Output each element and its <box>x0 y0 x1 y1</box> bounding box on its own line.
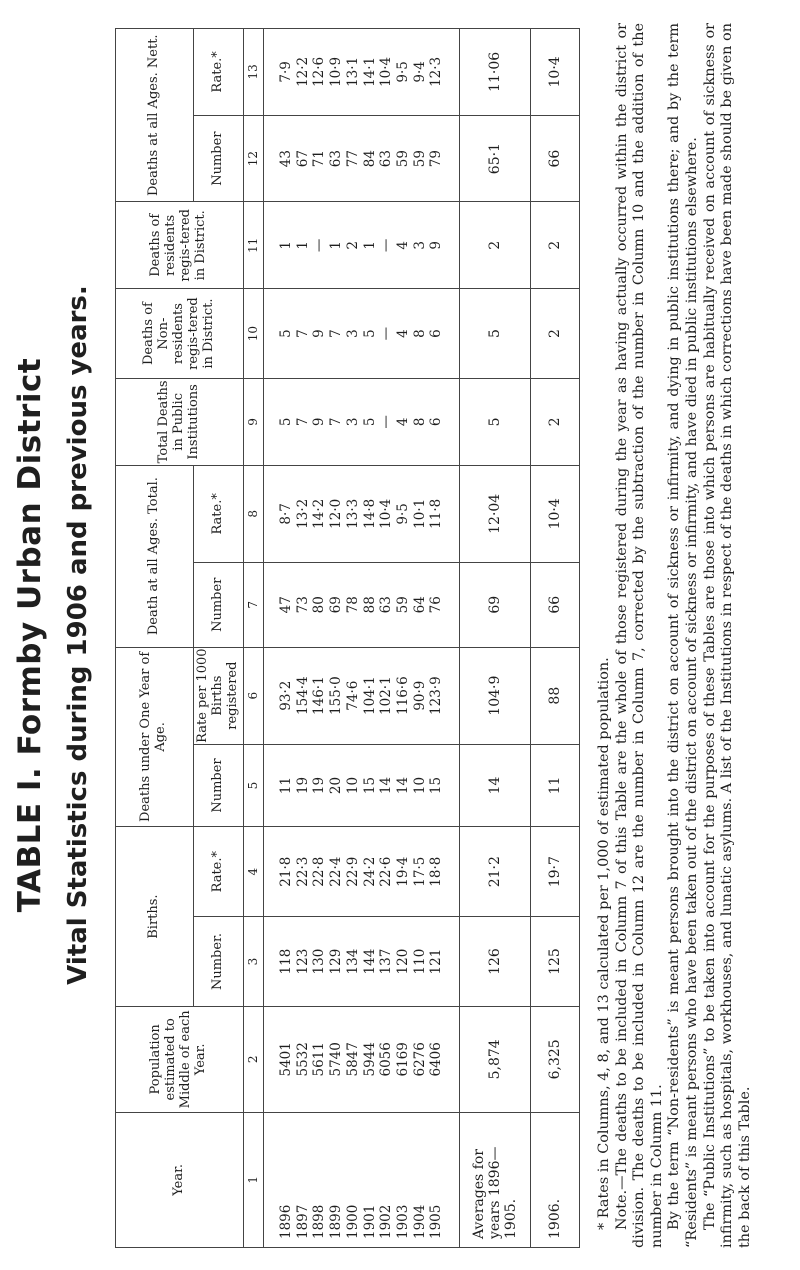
table-cell: 14·2 <box>311 498 328 529</box>
avg-infant-number: 14 <box>459 744 530 826</box>
table-cell: 18·8 <box>428 856 445 887</box>
table-cell: 14·1 <box>361 56 378 87</box>
avg-all-number: 69 <box>459 562 530 647</box>
table-cell: — <box>311 238 328 253</box>
table-cell: 9 <box>311 329 328 338</box>
table-cell: 76 <box>428 596 445 614</box>
table-cell: 1905 <box>428 1204 445 1239</box>
table-cell: 5 <box>278 417 295 427</box>
last-all-number: 66 <box>530 562 579 647</box>
table-cell: 137 <box>378 948 395 975</box>
table-cell: 12·6 <box>311 56 328 87</box>
column-number: 1 <box>243 1112 264 1247</box>
avg-all-rate: 12·04 <box>459 465 530 562</box>
table-cell: 69 <box>328 596 345 614</box>
table-cell: 63 <box>378 150 395 168</box>
table-cell: 123·9 <box>428 676 445 715</box>
table-cell: 74·6 <box>344 680 361 711</box>
table-cell: 73 <box>294 596 311 614</box>
table-cell: 5 <box>361 329 378 338</box>
table-cell: 116·6 <box>394 676 411 715</box>
table-cell: 121 <box>428 948 445 975</box>
table-cell: 1899 <box>328 1204 345 1239</box>
footnote-rates: * Rates in Columns, 4, 8, and 13 calculated per 1,000 of estimated population. <box>596 657 612 1230</box>
table-cell: 155·0 <box>328 676 345 715</box>
table-cell: 19 <box>311 776 328 795</box>
table-cell: 4 <box>394 417 411 427</box>
births-number-column <box>278 917 445 1006</box>
column-number-row <box>243 29 264 1248</box>
column-number: 8 <box>243 465 264 562</box>
table-cell: 1 <box>361 241 378 250</box>
table-cell: 120 <box>394 948 411 975</box>
year-column <box>278 1113 445 1239</box>
population-column <box>278 1007 445 1112</box>
table-cell: 5532 <box>294 1042 311 1077</box>
last-non-residents: 2 <box>530 289 579 379</box>
table-cell: 102·1 <box>378 676 395 715</box>
table-cell: 3 <box>344 329 361 338</box>
table-cell: 1904 <box>411 1204 428 1239</box>
table-cell: 11·8 <box>428 498 445 529</box>
table-cell: 15 <box>428 776 445 795</box>
last-residents: 2 <box>530 202 579 289</box>
table-cell: 80 <box>311 596 328 614</box>
table-cell: 10·9 <box>328 56 345 87</box>
table-cell: 1897 <box>294 1204 311 1239</box>
avg-births-rate: 21·2 <box>459 827 530 917</box>
table-cell: 59 <box>394 150 411 168</box>
table-cell: 123 <box>294 948 311 975</box>
header-population: Population estimated to Middle of each Year. <box>116 1006 244 1112</box>
table-cell: 20 <box>328 776 345 795</box>
table-cell: — <box>378 415 395 429</box>
table-cell: 9 <box>428 241 445 250</box>
table-cell: 93·2 <box>278 680 295 711</box>
table-cell: 1 <box>278 241 295 250</box>
table-cell: 118 <box>278 948 295 975</box>
table-cell: 6056 <box>378 1042 395 1077</box>
table-cell: 5740 <box>328 1042 345 1077</box>
table-cell: 1901 <box>361 1204 378 1239</box>
table-cell: 88 <box>361 596 378 614</box>
table-cell: — <box>378 326 395 341</box>
last-nett-number: 66 <box>530 115 579 202</box>
column-number: 7 <box>243 562 264 647</box>
year-1906-row <box>530 29 579 1248</box>
avg-nett-number: 65·1 <box>459 115 530 202</box>
table-cell: 14 <box>378 776 395 795</box>
header-births-rate: Rate.* <box>193 827 243 917</box>
avg-births-number: 126 <box>459 917 530 1007</box>
table-cell: 1896 <box>278 1204 295 1239</box>
header-year: Year. <box>116 1112 244 1247</box>
table-cell: 90·9 <box>411 680 428 711</box>
table-cell: 104·1 <box>361 676 378 715</box>
table-cell: 1898 <box>311 1204 328 1239</box>
table-cell: 6406 <box>428 1042 445 1077</box>
avg-infant-rate: 104·9 <box>459 647 530 744</box>
infant-rate-column <box>278 648 445 744</box>
births-rate-column <box>278 827 445 916</box>
table-cell: 64 <box>411 596 428 614</box>
table-cell: 24·2 <box>361 856 378 887</box>
header-infant-rate: Rate per 1000 Births registered <box>193 647 243 744</box>
table-cell: 19 <box>294 776 311 795</box>
table-cell: 9·5 <box>394 503 411 525</box>
table-cell: 146·1 <box>311 676 328 715</box>
table-cell: 63 <box>328 150 345 168</box>
table-cell: 7 <box>294 329 311 338</box>
table-cell: 14·8 <box>361 498 378 529</box>
table-cell: 10·4 <box>378 56 395 87</box>
header-non-residents: Deaths of Non-residents regis-tered in District. <box>116 289 244 379</box>
last-population: 6,325 <box>530 1006 579 1112</box>
table-cell: 79 <box>428 150 445 168</box>
table-cell: 12·2 <box>294 56 311 87</box>
table-cell: 19·4 <box>394 856 411 887</box>
infant-number-column <box>278 745 445 826</box>
table-cell: 1902 <box>378 1204 395 1239</box>
header-nett-number: Number <box>193 115 243 202</box>
table-cell: 5401 <box>278 1042 295 1077</box>
table-cell: 1903 <box>394 1204 411 1239</box>
avg-non-residents: 5 <box>459 289 530 379</box>
table-cell: 8 <box>411 417 428 427</box>
nett-rate-column <box>278 29 445 115</box>
table-cell: 14 <box>394 776 411 795</box>
table-cell: 12·0 <box>328 498 345 529</box>
last-year: 1906. <box>530 1112 579 1247</box>
table-cell: 7 <box>328 329 345 338</box>
header-all-number: Number <box>193 562 243 647</box>
column-number: 9 <box>243 379 264 466</box>
non-residents-column <box>278 289 445 378</box>
table-cell: 6276 <box>411 1042 428 1077</box>
last-infant-rate: 88 <box>530 647 579 744</box>
column-number: 13 <box>243 29 264 116</box>
footnote-institutions: The “Public Institutions” to be taken into account for the purposes of these Tables are those into which persons are habitually received on account of sickness or infirmity, such as hospitals, workhouses, and lunatic asylums. A list of the Institutions in respect of the deaths in which corrections have been made should be given on the back of this Table. <box>701 23 753 1248</box>
table-cell: 3 <box>411 241 428 250</box>
table-cell: 1 <box>294 241 311 250</box>
table-cell: 5 <box>278 329 295 338</box>
table-cell: 1900 <box>344 1204 361 1239</box>
table-cell: 47 <box>278 596 295 614</box>
table-cell: 10·4 <box>378 498 395 529</box>
header-all-deaths-total: Death at all Ages. Total. <box>116 465 194 647</box>
table-cell: 77 <box>344 150 361 168</box>
header-infant-number: Number <box>193 744 243 826</box>
header-all-deaths-nett: Deaths at all Ages. Nett. <box>116 29 194 202</box>
footnotes <box>596 23 754 1248</box>
table-cell: 2 <box>344 241 361 250</box>
table-cell: 7 <box>294 417 311 427</box>
table-cell: 6 <box>428 417 445 427</box>
averages-label: Averages for years 1896—1905. <box>459 1112 530 1247</box>
table-cell: 59 <box>411 150 428 168</box>
table-cell: 21·8 <box>278 856 295 887</box>
table-cell: 5 <box>361 417 378 427</box>
column-number: 5 <box>243 744 264 826</box>
table-cell: 78 <box>344 596 361 614</box>
column-number: 4 <box>243 827 264 917</box>
table-cell: 17·5 <box>411 856 428 887</box>
last-nett-rate: 10·4 <box>530 29 579 116</box>
table-cell: 6169 <box>394 1042 411 1077</box>
table-cell: 154·4 <box>294 676 311 715</box>
avg-population: 5,874 <box>459 1006 530 1112</box>
footnote-residents: By the term “Non-residents” is meant persons brought into the district on account of sickness or infirmity, and dying in public institutions there; and by the term “Residents” is meant persons who have been taken out of the district on account of sickness or infirmity, and have died in public institutions elsewhere. <box>666 23 700 1248</box>
table-cell: 6 <box>428 329 445 338</box>
header-infant-deaths: Deaths under One Year of Age. <box>116 647 194 827</box>
table-cell: 22·6 <box>378 856 395 887</box>
page-subtitle: Vital Statistics during 1906 and previous years. <box>63 285 93 985</box>
last-infant-number: 11 <box>530 744 579 826</box>
last-births-rate: 19·7 <box>530 827 579 917</box>
avg-public: 5 <box>459 379 530 466</box>
table-cell: 9 <box>311 417 328 427</box>
column-number: 11 <box>243 202 264 289</box>
table-cell: 130 <box>311 948 328 975</box>
header-nett-rate: Rate.* <box>193 29 243 116</box>
vital-statistics-table <box>115 28 580 1248</box>
table-cell: 8·7 <box>278 503 295 525</box>
page-title: TABLE I. Formby Urban District <box>12 357 48 913</box>
header-births-number: Number. <box>193 917 243 1007</box>
table-cell: — <box>378 238 395 253</box>
avg-residents: 2 <box>459 202 530 289</box>
table-cell: 144 <box>361 948 378 975</box>
table-cell: 1 <box>328 241 345 250</box>
table-cell: 4 <box>394 241 411 250</box>
table-cell: 110 <box>411 948 428 975</box>
table-cell: 22·3 <box>294 856 311 887</box>
table-cell: 5944 <box>361 1042 378 1077</box>
table-cell: 15 <box>361 776 378 795</box>
column-number: 6 <box>243 647 264 744</box>
table-cell: 11 <box>278 776 295 795</box>
table-cell: 22·9 <box>344 856 361 887</box>
avg-nett-rate: 11·06 <box>459 29 530 116</box>
table-cell: 5611 <box>311 1042 328 1077</box>
table-cell: 10·1 <box>411 498 428 529</box>
table-cell: 13·2 <box>294 498 311 529</box>
all-deaths-number-column <box>278 563 445 647</box>
table-cell: 22·8 <box>311 856 328 887</box>
footnote-note: Note.—The deaths to be included in Column 7 of this Table are the whole of those registered during the year as having actually occurred within the district or division. The deaths to be included in Column 12 are the number in Column 7, corrected by the subtraction of the number in Column 10 and the addition of the number in Column 11. <box>613 23 665 1248</box>
column-number: 3 <box>243 917 264 1007</box>
table-cell: 7 <box>328 417 345 427</box>
table-cell: 8 <box>411 329 428 338</box>
table-cell: 7·9 <box>278 61 295 83</box>
table-cell: 3 <box>344 417 361 427</box>
last-public: 2 <box>530 379 579 466</box>
residents-column <box>278 202 445 288</box>
yearly-rows <box>264 29 460 1248</box>
table-cell: 43 <box>278 150 295 168</box>
table-cell: 22·4 <box>328 856 345 887</box>
table-cell: 134 <box>344 948 361 975</box>
table-cell: 10 <box>344 776 361 795</box>
table-cell: 71 <box>311 150 328 168</box>
column-number: 2 <box>243 1006 264 1112</box>
table-cell: 67 <box>294 150 311 168</box>
last-all-rate: 10·4 <box>530 465 579 562</box>
header-residents: Deaths of residents regis-tered in District. <box>116 202 244 289</box>
public-institutions-column <box>278 379 445 465</box>
nett-number-column <box>278 116 445 202</box>
table-cell: 9·5 <box>394 61 411 83</box>
table-cell: 129 <box>328 948 345 975</box>
table-cell: 4 <box>394 329 411 338</box>
table-cell: 13·3 <box>344 498 361 529</box>
table-cell: 63 <box>378 596 395 614</box>
column-number: 10 <box>243 289 264 379</box>
last-births-number: 125 <box>530 917 579 1007</box>
column-number: 12 <box>243 115 264 202</box>
table-cell: 12·3 <box>428 56 445 87</box>
header-births: Births. <box>116 827 194 1007</box>
averages-row <box>459 29 530 1248</box>
table-cell: 5847 <box>344 1042 361 1077</box>
table-cell: 59 <box>394 596 411 614</box>
table-cell: 9·4 <box>411 61 428 83</box>
header-public-institutions: Total Deaths in Public Institutions <box>116 379 244 466</box>
table-cell: 10 <box>411 776 428 795</box>
table-cell: 13·1 <box>344 56 361 87</box>
all-deaths-rate-column <box>278 466 445 562</box>
table-cell: 84 <box>361 150 378 168</box>
header-all-rate: Rate.* <box>193 465 243 562</box>
